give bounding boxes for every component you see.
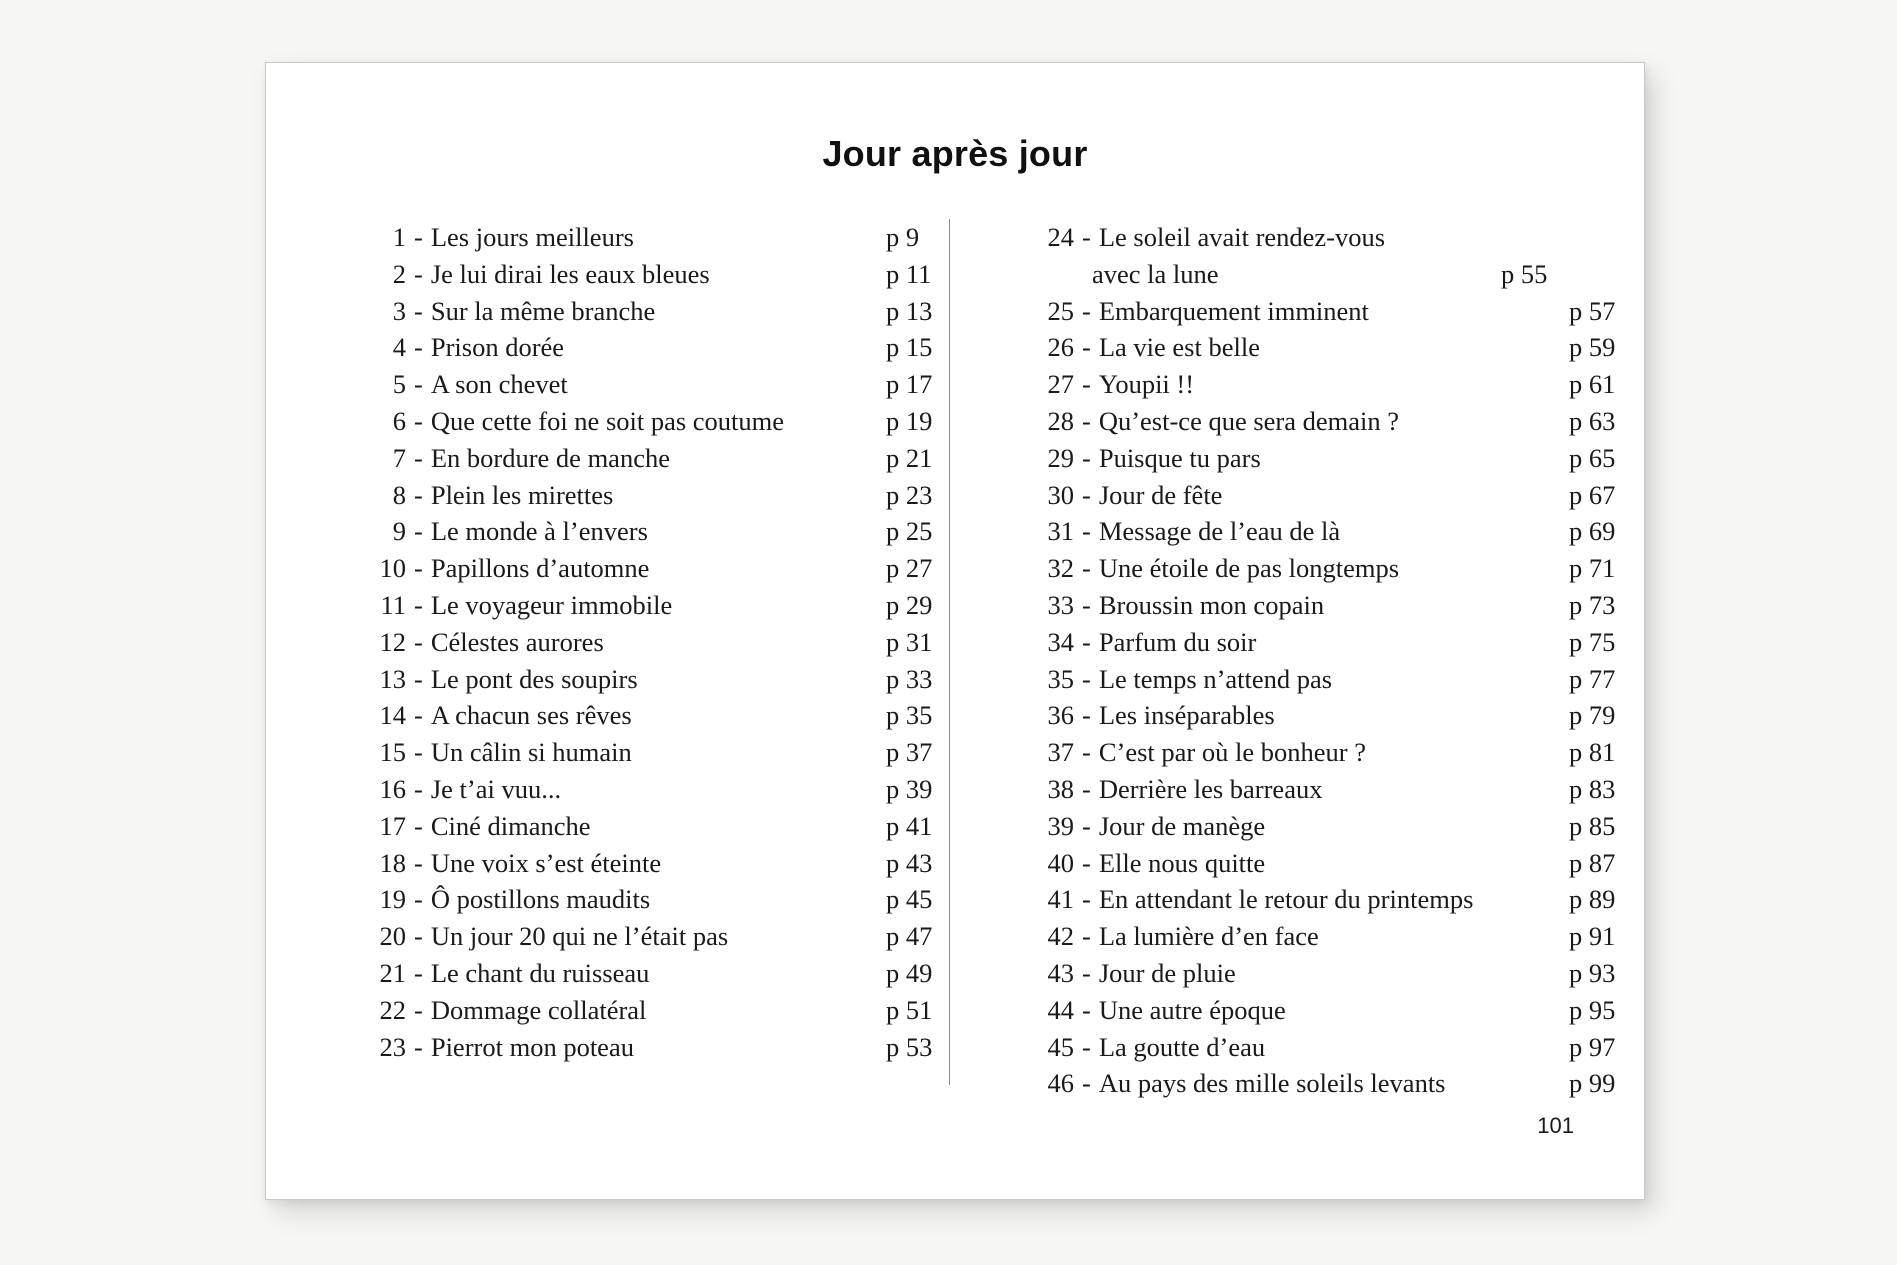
toc-entry[interactable] (1024, 1065, 1616, 1102)
toc-entry-title: Le chant du ruisseau (430, 957, 650, 988)
toc-entry-number: 20 (379, 921, 406, 952)
toc-entry-page: p 55 (1501, 258, 1548, 289)
toc-entry-number: 18 (379, 847, 406, 878)
toc-entry[interactable] (1024, 918, 1616, 955)
toc-entry-page: p 71 (1569, 553, 1616, 584)
toc-entry-page: p 63 (1569, 405, 1616, 436)
toc-entry-number: 27 (1047, 369, 1074, 400)
toc-entry-title: Puisque tu pars (1098, 442, 1261, 473)
toc-entry-page: p 41 (886, 810, 933, 841)
toc-entry[interactable] (1024, 955, 1616, 992)
toc-entry-title: En attendant le retour du printemps (1098, 884, 1474, 915)
folio-page-number: 101 (1537, 1113, 1574, 1138)
toc-entry[interactable] (1024, 697, 1616, 734)
toc-entry[interactable] (356, 513, 966, 550)
toc-entry-separator: - (1082, 1068, 1091, 1099)
toc-entry-separator: - (414, 810, 423, 841)
toc-entry-separator: - (1082, 810, 1091, 841)
toc-entry-number: 43 (1047, 957, 1074, 988)
toc-entry-title: Que cette foi ne soit pas coutume (430, 405, 785, 436)
toc-entry-number: 45 (1047, 1031, 1074, 1062)
toc-entry[interactable] (356, 661, 966, 698)
toc-entry-separator: - (1082, 994, 1091, 1025)
toc-entry-separator: - (1082, 773, 1091, 804)
toc-entry[interactable] (356, 366, 966, 403)
toc-entry-separator: - (414, 405, 423, 436)
toc-entry-separator: - (1082, 589, 1091, 620)
toc-entry-title: C’est par où le bonheur ? (1098, 737, 1366, 768)
toc-entry-page: p 83 (1569, 773, 1616, 804)
toc-entry[interactable] (1024, 845, 1616, 882)
toc-entry-separator: - (414, 295, 423, 326)
toc-entry[interactable] (1024, 329, 1616, 366)
toc-entry-continuation[interactable] (1024, 256, 1606, 293)
toc-entry[interactable] (1024, 1029, 1616, 1066)
toc-entry-title: Un câlin si humain (430, 737, 632, 768)
toc-entry[interactable] (356, 403, 966, 440)
toc-entry-page: p 25 (886, 516, 933, 547)
toc-entry-title: Qu’est-ce que sera demain ? (1098, 405, 1400, 436)
toc-entry-separator: - (414, 589, 423, 620)
toc-entry[interactable] (1024, 550, 1616, 587)
toc-entry-page: p 53 (886, 1031, 933, 1062)
toc-entry-title: Parfum du soir (1098, 626, 1257, 657)
toc-entry-separator: - (1082, 516, 1091, 547)
toc-entry-number: 29 (1047, 442, 1074, 473)
toc-entry[interactable] (1024, 587, 1616, 624)
toc-entry[interactable] (356, 992, 966, 1029)
toc-entry-separator: - (1082, 405, 1091, 436)
toc-entry-title: Le soleil avait rendez-vous (1098, 222, 1386, 252)
toc-entry[interactable] (1024, 403, 1616, 440)
toc-entry-title: Jour de pluie (1098, 957, 1236, 988)
toc-entry-separator: - (414, 884, 423, 915)
toc-entry-page: p 29 (886, 589, 933, 620)
toc-entry-separator: - (414, 516, 423, 547)
toc-entry-number: 17 (379, 810, 406, 841)
toc-entry-title: Le monde à l’envers (430, 516, 648, 547)
toc-entry[interactable] (1024, 661, 1616, 698)
toc-entry-number: 34 (1047, 626, 1074, 657)
toc-entry-title: Les jours meilleurs (430, 222, 634, 252)
toc-entry[interactable] (356, 881, 966, 918)
toc-entry[interactable] (1024, 293, 1616, 330)
toc-entry-title-continued: avec la lune (1092, 258, 1219, 289)
toc-entry-page: p 61 (1569, 369, 1616, 400)
toc-entry-separator: - (1082, 737, 1091, 768)
toc-entry-separator: - (414, 258, 423, 289)
toc-entry-page: p 95 (1569, 994, 1616, 1025)
toc-entry-separator: - (414, 222, 423, 252)
toc-entry-number: 25 (1047, 295, 1074, 326)
toc-entry-separator: - (414, 626, 423, 657)
toc-entry-separator: - (1082, 663, 1091, 694)
toc-entry-page: p 85 (1569, 810, 1616, 841)
toc-entry-number: 16 (379, 773, 406, 804)
toc-entry[interactable] (356, 1029, 966, 1066)
toc-entry[interactable] (356, 955, 966, 992)
toc-entry-page: p 81 (1569, 737, 1616, 768)
toc-entry-title: Je lui dirai les eaux bleues (430, 258, 710, 289)
toc-entry[interactable] (1024, 992, 1616, 1029)
toc-entry[interactable] (1024, 624, 1616, 661)
toc-entry-separator: - (414, 737, 423, 768)
toc-entry[interactable] (356, 771, 966, 808)
toc-entry-separator: - (1082, 332, 1091, 363)
toc-entry-title: Pierrot mon poteau (430, 1031, 634, 1062)
toc-entry-number: 7 (392, 442, 406, 473)
toc-entry-title: Derrière les barreaux (1098, 773, 1323, 804)
toc-entry-page: p 39 (886, 773, 933, 804)
toc-entry-page: p 43 (886, 847, 933, 878)
toc-entry-number: 42 (1047, 921, 1074, 952)
toc-entry-title: Prison dorée (430, 332, 565, 363)
toc-entry[interactable] (356, 550, 966, 587)
toc-entry-number: 31 (1047, 516, 1074, 547)
toc-entry-separator: - (1082, 295, 1091, 326)
toc-entry-title: Une autre époque (1098, 994, 1286, 1025)
toc-entry-title: Youpii !! (1098, 369, 1195, 400)
toc-entry-separator: - (1082, 1031, 1091, 1062)
toc-entry-page: p 87 (1569, 847, 1616, 878)
toc-entry[interactable] (356, 256, 966, 293)
toc-entry-number: 12 (379, 626, 406, 657)
toc-entry-number: 37 (1047, 737, 1074, 768)
toc-entry[interactable] (356, 477, 966, 514)
toc-entry-number: 10 (379, 553, 406, 584)
table-of-contents (266, 219, 1644, 1102)
toc-entry-number: 24 (1047, 222, 1074, 252)
toc-entry[interactable] (356, 624, 966, 661)
page-title: Jour après jour (822, 133, 1088, 174)
toc-entry-number: 1 (392, 222, 406, 252)
toc-entry[interactable] (1024, 734, 1616, 771)
toc-entry-page: p 33 (886, 663, 933, 694)
toc-entry-number: 41 (1047, 884, 1074, 915)
toc-entry-number: 4 (392, 332, 406, 363)
toc-entry-title: A chacun ses rêves (430, 700, 632, 731)
toc-entry-number: 21 (379, 957, 406, 988)
toc-entry-number: 19 (379, 884, 406, 915)
toc-entry-number: 44 (1047, 994, 1074, 1025)
toc-entry-page: p 15 (886, 332, 933, 363)
toc-entry-number: 23 (379, 1031, 406, 1062)
toc-entry-page: p 9 (886, 222, 920, 252)
toc-entry-title: Dommage collatéral (430, 994, 647, 1025)
toc-entry-title: Message de l’eau de là (1098, 516, 1341, 547)
toc-entry-page: p 99 (1569, 1068, 1616, 1099)
toc-entry-number: 14 (379, 700, 406, 731)
toc-entry[interactable] (356, 845, 966, 882)
toc-entry-title: La goutte d’eau (1098, 1031, 1266, 1062)
toc-entry-page: p 23 (886, 479, 933, 510)
toc-entry-page: p 67 (1569, 479, 1616, 510)
toc-entry-title: Jour de manège (1098, 810, 1266, 841)
toc-entry-separator: - (414, 332, 423, 363)
toc-entry-number: 40 (1047, 847, 1074, 878)
toc-entry-title: Sur la même branche (430, 295, 656, 326)
toc-entry-separator: - (1082, 847, 1091, 878)
toc-entry-title: Broussin mon copain (1098, 589, 1325, 620)
toc-entry[interactable] (356, 293, 966, 330)
toc-entry-page: p 37 (886, 737, 933, 768)
toc-entry-page: p 79 (1569, 700, 1616, 731)
toc-entry-number: 11 (380, 589, 406, 620)
toc-entry-page: p 45 (886, 884, 933, 915)
toc-entry-number: 2 (392, 258, 406, 289)
toc-column-right (966, 219, 1616, 1102)
toc-entry-page: p 19 (886, 405, 933, 436)
toc-entry-separator: - (1082, 700, 1091, 731)
toc-entry-separator: - (414, 847, 423, 878)
toc-entry-title: La vie est belle (1098, 332, 1260, 363)
toc-entry-number: 32 (1047, 553, 1074, 584)
toc-entry[interactable] (1024, 881, 1616, 918)
toc-entry-title: A son chevet (430, 369, 568, 400)
toc-entry-page: p 49 (886, 957, 933, 988)
toc-entry-page: p 91 (1569, 921, 1616, 952)
toc-entry-title: La lumière d’en face (1098, 921, 1319, 952)
toc-entry-page: p 17 (886, 369, 933, 400)
toc-entry[interactable] (356, 734, 966, 771)
toc-entry-page: p 73 (1569, 589, 1616, 620)
toc-entry-separator: - (414, 369, 423, 400)
toc-entry-separator: - (414, 442, 423, 473)
toc-entry[interactable] (1024, 513, 1616, 550)
toc-entry[interactable] (1024, 219, 1606, 256)
toc-entry-number: 13 (379, 663, 406, 694)
toc-entry-number: 22 (379, 994, 406, 1025)
toc-entry-separator: - (414, 994, 423, 1025)
toc-entry[interactable] (356, 808, 966, 845)
toc-entry-title: Elle nous quitte (1098, 847, 1266, 878)
toc-entry-number: 15 (379, 737, 406, 768)
toc-entry-number: 9 (392, 516, 406, 547)
toc-entry[interactable] (356, 918, 966, 955)
toc-entry-page: p 89 (1569, 884, 1616, 915)
toc-entry-number: 28 (1047, 405, 1074, 436)
toc-entry[interactable] (356, 219, 966, 256)
toc-entry-title: Ciné dimanche (430, 810, 591, 841)
toc-entry-separator: - (1082, 921, 1091, 952)
toc-entry-number: 38 (1047, 773, 1074, 804)
toc-entry-number: 35 (1047, 663, 1074, 694)
toc-entry[interactable] (1024, 477, 1616, 514)
toc-entry-title: Un jour 20 qui ne l’était pas (430, 921, 729, 952)
toc-entry[interactable] (356, 697, 966, 734)
toc-column-left (356, 219, 966, 1102)
toc-entry-page: p 69 (1569, 516, 1616, 547)
toc-entry-separator: - (1082, 442, 1091, 473)
toc-entry-separator: - (414, 1031, 423, 1062)
toc-entry-title: Le temps n’attend pas (1098, 663, 1333, 694)
toc-entry-number: 8 (392, 479, 406, 510)
toc-entry-title: Ô postillons maudits (430, 884, 651, 915)
toc-entry[interactable] (1024, 440, 1616, 477)
toc-entry-title: Le voyageur immobile (430, 589, 673, 620)
toc-entry-title: Les inséparables (1098, 700, 1275, 731)
toc-entry[interactable] (356, 440, 966, 477)
toc-entry[interactable] (1024, 808, 1616, 845)
toc-entry-number: 36 (1047, 700, 1074, 731)
toc-entry[interactable] (1024, 771, 1616, 808)
toc-entry-number: 33 (1047, 589, 1074, 620)
toc-entry-title: Le pont des soupirs (430, 663, 638, 694)
toc-entry-number: 5 (392, 369, 406, 400)
toc-entry-number: 39 (1047, 810, 1074, 841)
toc-entry-title: Au pays des mille soleils levants (1098, 1068, 1446, 1099)
toc-entry-page: p 11 (886, 258, 932, 289)
toc-entry-separator: - (1082, 553, 1091, 584)
toc-entry-separator: - (414, 553, 423, 584)
toc-entry-page: p 59 (1569, 332, 1616, 363)
toc-entry-page: p 27 (886, 553, 933, 584)
toc-entry-title: En bordure de manche (430, 442, 670, 473)
toc-entry-title: Une étoile de pas longtemps (1098, 553, 1400, 584)
toc-entry-number: 26 (1047, 332, 1074, 363)
toc-entry-separator: - (1082, 479, 1091, 510)
toc-entry-page: p 13 (886, 295, 933, 326)
toc-entry-number: 46 (1047, 1068, 1074, 1099)
toc-entry-separator: - (414, 700, 423, 731)
toc-entry-separator: - (414, 921, 423, 952)
toc-entry-title: Célestes aurores (430, 626, 604, 657)
toc-entry-page: p 31 (886, 626, 933, 657)
toc-entry-title: Je t’ai vuu... (430, 773, 562, 804)
toc-entry-separator: - (414, 773, 423, 804)
toc-entry-page: p 77 (1569, 663, 1616, 694)
toc-entry-title: Plein les mirettes (430, 479, 614, 510)
toc-entry[interactable] (356, 587, 966, 624)
toc-entry-page: p 93 (1569, 957, 1616, 988)
toc-entry-separator: - (1082, 957, 1091, 988)
toc-entry-title: Jour de fête (1098, 479, 1223, 510)
toc-entry-separator: - (1082, 369, 1091, 400)
toc-entry-page: p 57 (1569, 295, 1616, 326)
toc-entry-number: 30 (1047, 479, 1074, 510)
toc-entry-title: Papillons d’automne (430, 553, 650, 584)
toc-entry-number: 3 (392, 295, 406, 326)
toc-entry-page: p 65 (1569, 442, 1616, 473)
toc-entry-title: Une voix s’est éteinte (430, 847, 662, 878)
toc-entry-page: p 47 (886, 921, 933, 952)
book-page (265, 62, 1645, 1200)
toc-entry-separator: - (1082, 222, 1091, 252)
toc-entry-page: p 35 (886, 700, 933, 731)
toc-entry-page: p 21 (886, 442, 933, 473)
toc-entry[interactable] (356, 329, 966, 366)
toc-entry-title: Embarquement imminent (1098, 295, 1369, 326)
toc-entry-page: p 51 (886, 994, 933, 1025)
toc-entry-number: 6 (392, 405, 406, 436)
toc-entry-separator: - (414, 479, 423, 510)
toc-entry-separator: - (1082, 626, 1091, 657)
toc-entry-page: p 75 (1569, 626, 1616, 657)
toc-entry-separator: - (414, 663, 423, 694)
toc-entry[interactable] (1024, 366, 1616, 403)
toc-entry-page: p 97 (1569, 1031, 1616, 1062)
toc-entry-separator: - (1082, 884, 1091, 915)
toc-entry-separator: - (414, 957, 423, 988)
